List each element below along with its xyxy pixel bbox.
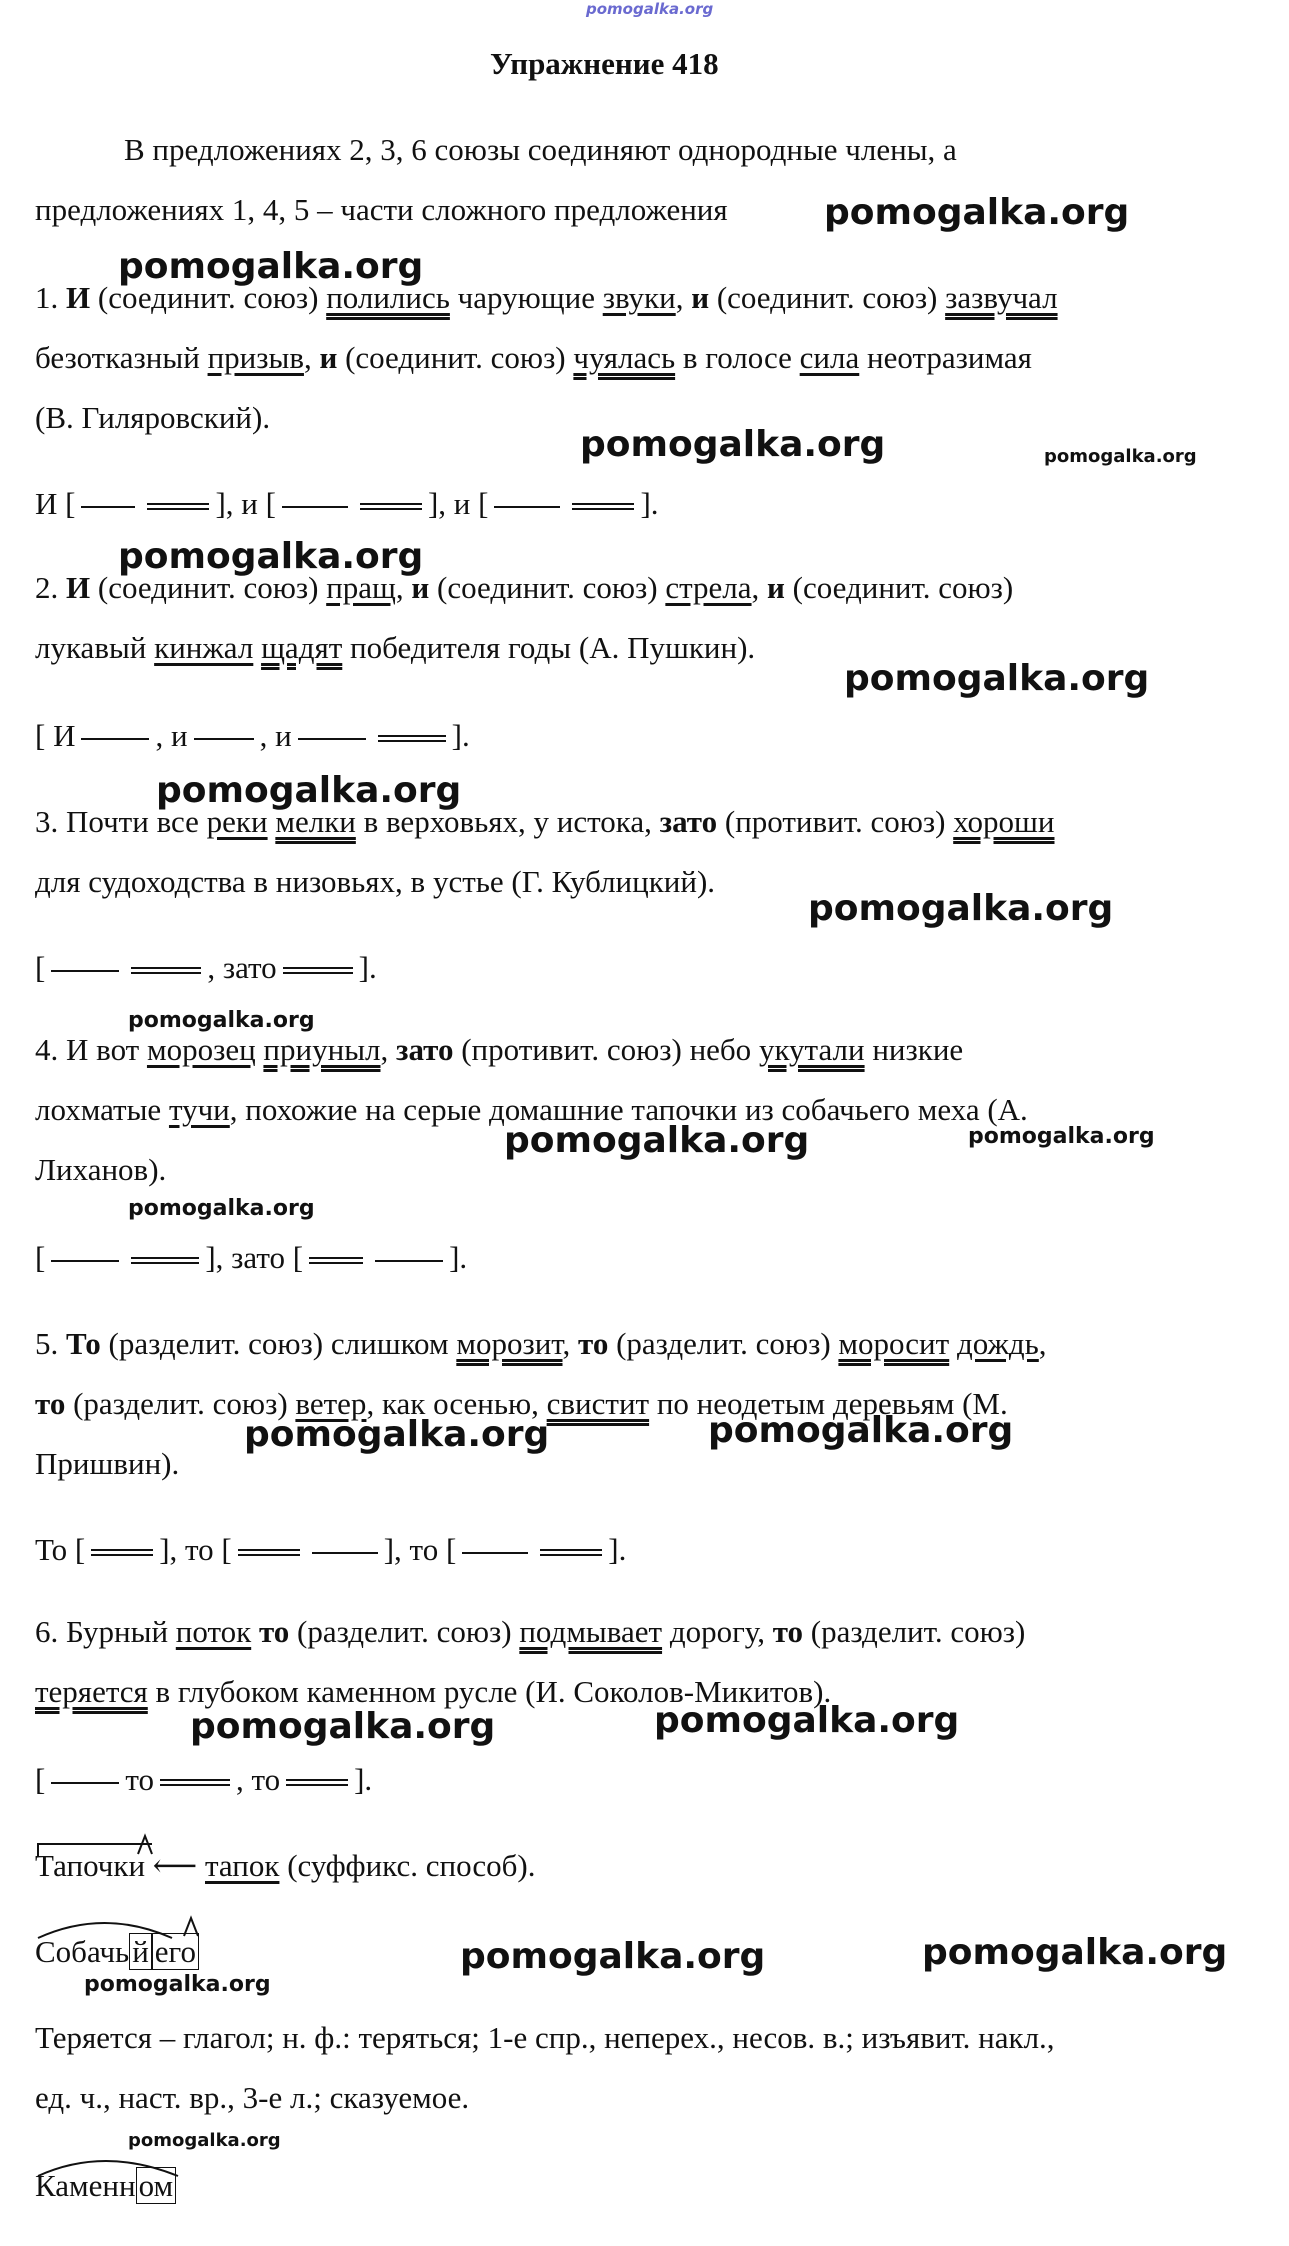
watermark: pomogalka.org [190,1706,496,1747]
sentence-1-line-1: 1. И (соединит. союз) полились чарующие звуки, и (соединит. союз) зазвучал [35,280,1058,315]
sentence-4-line-1: 4. И вот морозец приуныл, зато (противит. союз) небо укутали низкие [35,1032,964,1067]
sentence-4-line-2: лохматые тучи, похожие на серые домашние тапочки из собачьего меха (А. [35,1092,1028,1127]
sentence-6-line-1: 6. Бурный поток то (разделит. союз) подмывает дорогу, то (разделит. союз) [35,1614,1026,1649]
scheme-6: [ то , то ]. [35,1762,373,1797]
watermark: pomogalka.org [824,192,1130,233]
watermark: pomogalka.org [128,1196,315,1221]
sentence-2-line-1: 2. И (соединит. союз) пращ, и (соединит. союз) стрела, и (соединит. союз) [35,570,1014,605]
sentence-5-line-3: Пришвин). [35,1446,180,1481]
watermark: pomogalka.org [118,246,424,287]
watermark: pomogalka.org [460,1936,766,1977]
watermark: pomogalka.org [244,1414,550,1455]
sentence-1-line-3: (В. Гиляровский). [35,400,271,435]
watermark: pomogalka.org [708,1410,1014,1451]
scheme-3: [ , зато ]. [35,950,377,985]
watermark: pomogalka.org [128,1008,315,1033]
sentence-3-line-2: для судоходства в низовьях, в устье (Г. Кублицкий). [35,864,716,899]
parse-line-2: ед. ч., наст. вр., 3-е л.; сказуемое. [35,2080,470,2115]
sentence-5-line-2: то (разделит. союз) ветер, как осенью, свистит по неодетым деревьям (М. [35,1386,1008,1421]
sentence-1-line-2: безотказный призыв, и (соединит. союз) чуялась в голосе сила неотразимая [35,340,1032,375]
sentence-2-line-2: лукавый кинжал щадят победителя годы (А. Пушкин). [35,630,756,665]
scheme-5: То [ ], то [ ], то [ ]. [35,1532,627,1567]
sentence-5-line-1: 5. То (разделит. союз) слишком морозит, то (разделит. союз) моросит дождь, [35,1326,1047,1361]
sentence-3-line-1: 3. Почти все реки мелки в верховьях, у истока, зато (противит. союз) хороши [35,804,1055,839]
watermark: pomogalka.org [654,1700,960,1741]
sentence-4-line-3: Лиханов). [35,1152,167,1187]
watermark: pomogalka.org [118,536,424,577]
watermark: pomogalka.org [504,1120,810,1161]
watermark: pomogalka.org [1044,446,1197,467]
morph-line-3: Каменном [35,2166,176,2206]
sentence-6-line-2: теряется в глубоком каменном русле (И. Соколов-Микитов). [35,1674,832,1709]
intro-line-2: предложениях 1, 4, 5 – части сложного предложения [35,192,728,227]
morph-line-2: Собачьй его [35,1932,199,1972]
parse-line-1: Теряется – глагол; н. ф.: теряться; 1-е спр., неперех., несов. в.; изъявит. накл., [35,2020,1055,2055]
top-watermark: pomogalka.org [586,0,714,18]
watermark: pomogalka.org [968,1124,1155,1149]
watermark: pomogalka.org [922,1932,1228,1973]
watermark: pomogalka.org [808,888,1114,929]
page-title: Упражнение 418 [490,46,719,81]
intro-line-1: В предложениях 2, 3, 6 союзы соединяют однородные члены, а [124,132,957,167]
scheme-2: [ И , и , и ]. [35,718,470,753]
scheme-1: И [ ], и [ ], и [ ]. [35,486,659,521]
watermark: pomogalka.org [156,770,462,811]
watermark: pomogalka.org [128,2130,281,2151]
morph-line-1: Тапочки ⟵ тапок (суффикс. способ). [35,1848,536,1883]
watermark: pomogalka.org [844,658,1150,699]
watermark: pomogalka.org [580,424,886,465]
scheme-4: [ ], зато [ ]. [35,1240,468,1275]
watermark: pomogalka.org [84,1972,271,1997]
